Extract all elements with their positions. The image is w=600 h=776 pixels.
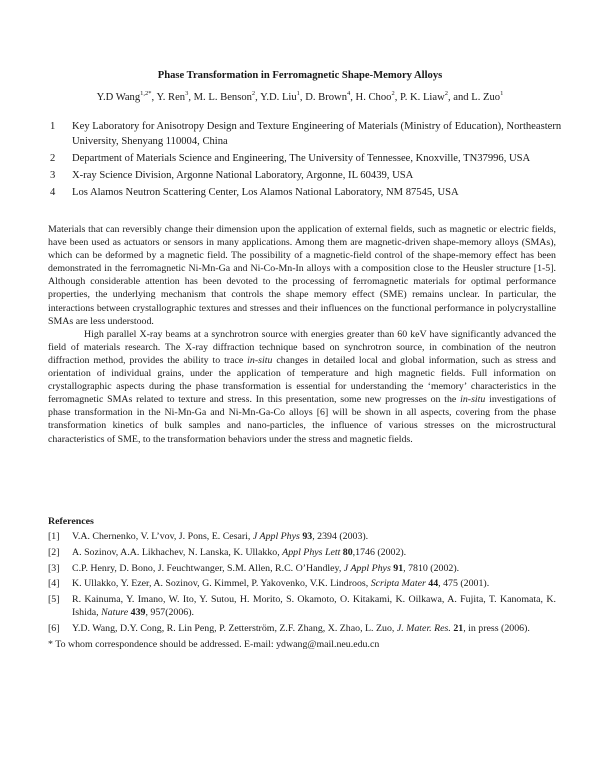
author-name: M. L. Benson: [193, 92, 252, 103]
reference-item: [48, 593, 556, 620]
author-separator: , and: [447, 92, 472, 103]
reference-number: [4]: [48, 578, 60, 590]
reference-journal: J Appl Phys: [252, 531, 300, 543]
affiliation-list: [50, 119, 570, 202]
author-separator: ,: [151, 92, 157, 103]
reference-authors: A. Sozinov, A.A. Likhachev, N. Lanska, K. Ullakko,: [72, 547, 283, 558]
abstract-italic-term: in-situ: [247, 354, 273, 366]
affiliation-number: 2: [50, 153, 56, 164]
reference-item: [48, 622, 556, 635]
reference-list: [48, 530, 556, 635]
affiliation-item: [50, 168, 570, 183]
reference-item: [48, 546, 556, 559]
reference-item: [48, 577, 556, 590]
reference-journal: Appl Phys Lett: [282, 547, 341, 558]
reference-volume: 91: [393, 562, 404, 574]
reference-number: [5]: [48, 593, 60, 605]
affiliation-number: 4: [50, 187, 56, 198]
author-affiliation-marker: 1: [500, 90, 504, 97]
author-separator: ,: [299, 92, 306, 103]
affiliation-text: Key Laboratory for Anisotropy Design and Texture Engineering of Materials (Ministry of Education), Northeastern University, Shenyang 110004, China: [72, 121, 562, 147]
author-list: [0, 92, 600, 103]
references-heading: References: [48, 516, 94, 527]
reference-volume: 93: [302, 531, 313, 543]
author-affiliation-marker: 3: [185, 90, 189, 97]
author-separator: ,: [394, 92, 400, 103]
author-name: Y.D Wang: [96, 92, 141, 103]
affiliation-text: X-ray Science Division, Argonne National Laboratory, Argonne, IL 60439, USA: [72, 170, 414, 181]
abstract-text: investigations of phase transformation in the Ni-Mn-Ga and Ni-Mn-Ga-Co alloys [6] will be shown in all aspects, covering from the phase transformation kinetics of bulk samples and nano-particles, the influence of various stresses on the microstructural characteristics of SME, to the transformation behaviors under the stress and magnetic fields.: [48, 394, 556, 445]
abstract-body: [48, 223, 556, 446]
reference-volume: 439: [130, 607, 146, 619]
abstract-text: changes in detailed local and global information, such as stress and orientation of individual grains, under the application of temperature and high magnetic fields. Full information on crystallographic aspects during the phase transformation is essential for understanding the ‘memory’ characteristics in the ferromagnetic SMAs related to texture and stress. In this presentation, some new progresses on the: [48, 354, 556, 406]
author-separator: ,: [188, 92, 194, 103]
author-separator: ,: [350, 92, 356, 103]
abstract-text: High parallel X-ray beams at a synchrotron source with energies greater than 60 keV have significantly advanced the field of materials research. The X-ray diffraction technique based on synchrotron source, in combination of the neutron diffraction method, provides the ability to trace: [48, 328, 556, 366]
reference-number: [6]: [48, 622, 60, 634]
author-name: D. Brown: [305, 92, 347, 103]
reference-details: , 2394 (2003).: [312, 531, 369, 543]
author-name: Y.D. Liu: [260, 92, 297, 103]
affiliation-number: 1: [50, 121, 56, 132]
reference-number: [2]: [48, 547, 60, 558]
affiliation-item: [50, 151, 570, 166]
affiliation-text: Los Alamos Neutron Scattering Center, Los Alamos National Laboratory, NM 87545, USA: [72, 187, 459, 198]
reference-volume: 21: [453, 622, 464, 634]
author-separator: ,: [255, 92, 261, 103]
reference-details: , 957(2006).: [145, 607, 194, 619]
author-name: H. Choo: [355, 92, 392, 103]
reference-authors: V.A. Chernenko, V. L’vov, J. Pons, E. Cesari,: [72, 531, 253, 543]
paper-title: Phase Transformation in Ferromagnetic Shape-Memory Alloys: [157, 70, 443, 81]
author-affiliation-marker: 4: [347, 90, 351, 97]
affiliation-number: 3: [50, 170, 56, 181]
affiliation-item: [50, 185, 570, 200]
affiliation-item: [50, 119, 570, 149]
abstract-paragraph-2: [48, 328, 556, 446]
reference-number: [1]: [48, 531, 60, 543]
author-affiliation-marker: 2: [251, 90, 256, 97]
reference-journal: J Appl Phys: [343, 562, 391, 574]
reference-journal: Scripta Mater: [370, 578, 426, 590]
reference-authors: C.P. Henry, D. Bono, J. Feuchtwanger, S.M. Allen, R.C. O’Handley,: [72, 562, 344, 574]
author-name: Y. Ren: [156, 92, 186, 103]
reference-details: , in press (2006).: [463, 622, 530, 634]
reference-details: ,1746 (2002).: [352, 547, 407, 558]
author-name: P. K. Liaw: [400, 92, 445, 103]
author-affiliation-marker: 1: [296, 90, 300, 97]
reference-details: , 475 (2001).: [438, 578, 490, 590]
author-name: L. Zuo: [471, 92, 501, 103]
author-affiliation-marker: 1,2*: [140, 90, 152, 97]
reference-item: [48, 562, 556, 575]
abstract-italic-term: in-situ: [460, 394, 486, 406]
reference-volume: 44: [428, 578, 439, 590]
reference-authors: Y.D. Wang, D.Y. Cong, R. Lin Peng, P. Zetterström, Z.F. Zhang, X. Zhao, L. Zuo,: [72, 622, 397, 634]
reference-volume: 80: [342, 547, 353, 558]
reference-number: [3]: [48, 562, 60, 574]
affiliation-text: Department of Materials Science and Engineering, The University of Tennessee, Knoxville, TN37996, USA: [72, 153, 531, 164]
reference-authors: R. Kainuma, Y. Imano, W. Ito, Y. Sutou, H. Morito, S. Okamoto, O. Kitakami, K. Oilkawa, A. Fujita, T. Kanomata, K. Ishida,: [72, 593, 556, 619]
reference-journal: Nature: [101, 607, 129, 619]
abstract-paragraph-1: Materials that can reversibly change their dimension upon the application of external fields, such as magnetic or electric fields, have been used as actuators or sensors in many applications. Among them are magnetic-driven shape-memory alloys (SMAs), which can be deformed by a magnetic field. The possibility of a magnetic-field control of the shape-memory effect has been demonstrated in the ferromagnetic Ni-Mn-Ga and Ni-Co-Mn-In alloys with a composition close to the Heusler structure [1-5]. Although considerable attention has been devoted to the processing of ferromagnetic materials for optimal performance properties, the underlying mechanism that controls the shape memory effect (SME) remains unclear. In particular, the interactions between crystallographic textures and stresses and their influences on the functional performance in polycrystalline SMAs are less understood.: [48, 224, 556, 327]
reference-authors: K. Ullakko, Y. Ezer, A. Sozinov, G. Kimmel, P. Yakovenko, V.K. Lindroos,: [72, 578, 371, 590]
reference-item: [48, 530, 556, 543]
correspondence-footnote: * To whom correspondence should be addressed. E-mail: ydwang@mail.neu.edu.cn: [48, 639, 380, 650]
references-section: [48, 515, 556, 637]
author-affiliation-marker: 2: [391, 90, 395, 97]
reference-details: , 7810 (2002).: [403, 562, 460, 574]
reference-journal: J. Mater. Res.: [396, 622, 451, 634]
author-affiliation-marker: 2: [444, 90, 448, 97]
